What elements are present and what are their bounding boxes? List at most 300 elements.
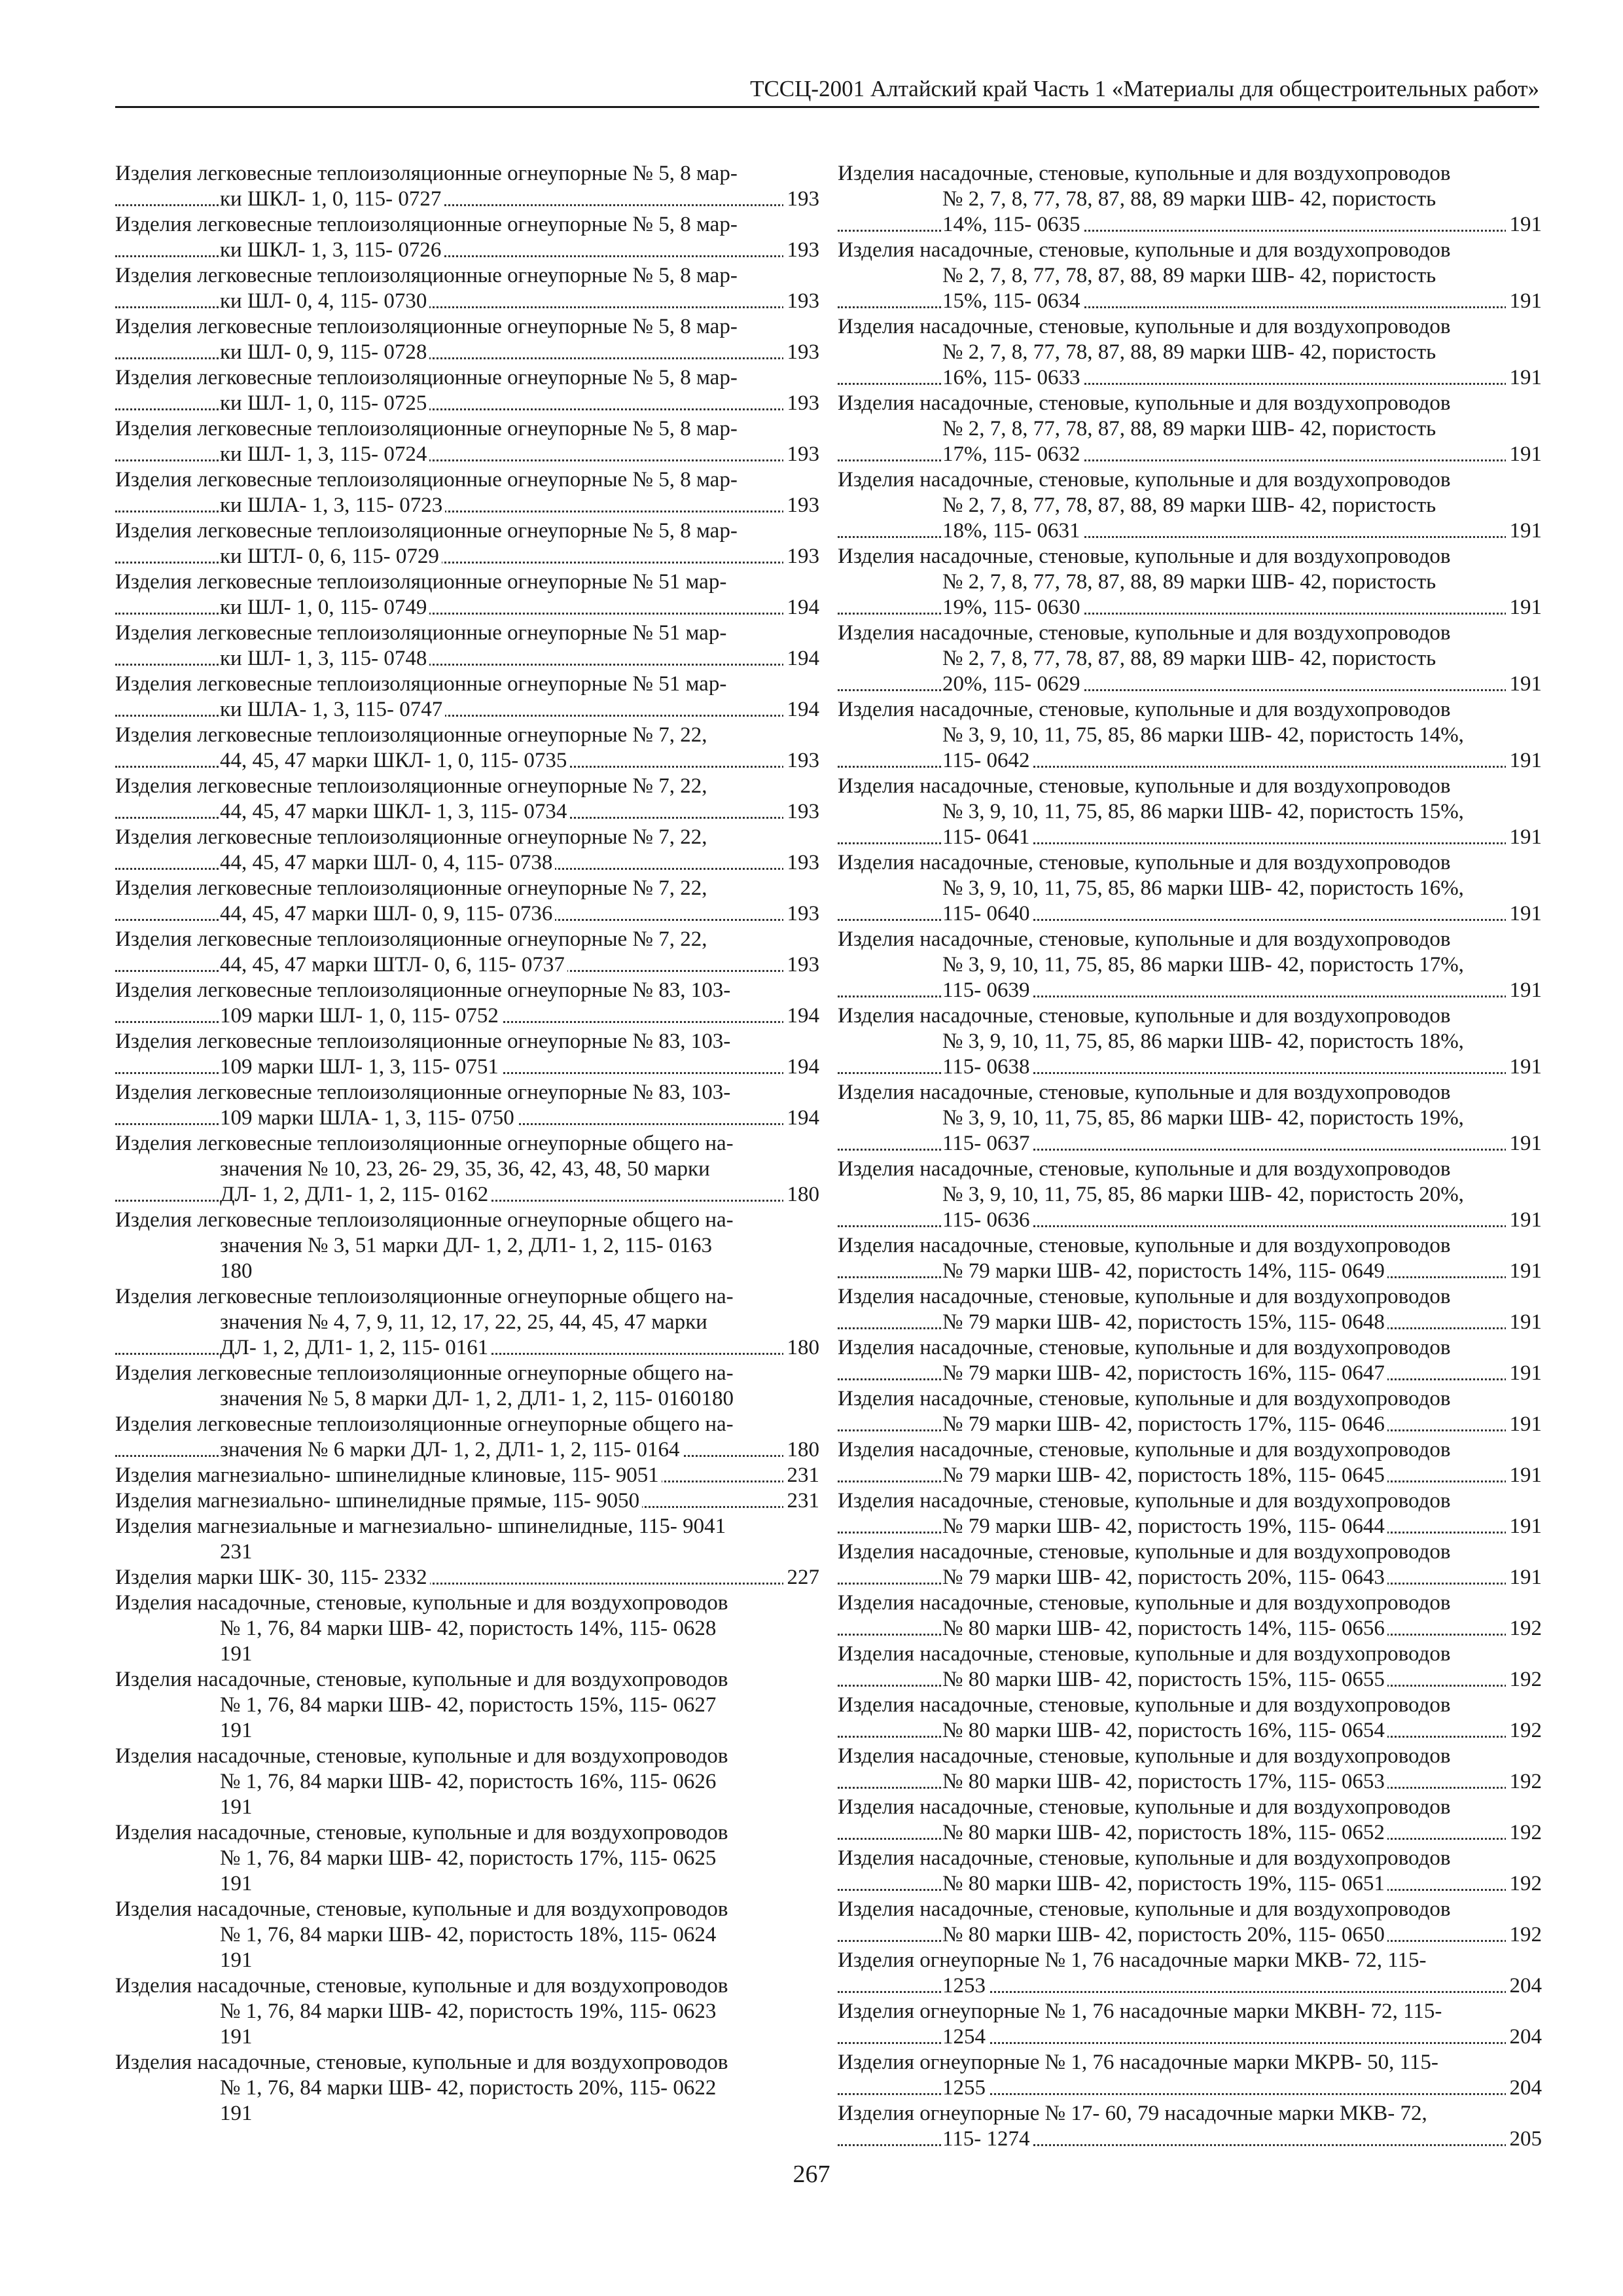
index-entry-page: 194 [783, 595, 820, 620]
index-entry-line [115, 1437, 819, 1463]
index-entry [115, 1412, 819, 1463]
index-entry [115, 2050, 819, 2126]
index-entry-line [115, 2101, 819, 2126]
index-entry-line [115, 952, 819, 978]
index-entry [838, 697, 1542, 774]
index-entry-text: Изделия огнеупорные № 1, 76 насадочные марки МКВН- 72, 115- [838, 2000, 1444, 2023]
index-entry [115, 365, 819, 416]
index-entry-text: Изделия легковесные теплоизоляционные огнеупорные № 7, 22, [115, 825, 710, 849]
index-entry-page: 192 [1506, 1820, 1543, 1846]
index-entry-line [838, 646, 1542, 672]
index-entry-text: 14%, 115- 0635 [942, 213, 1083, 236]
index-entry-page: 192 [1506, 1769, 1543, 1795]
index-entry-line [115, 2050, 819, 2075]
index-entry-line [838, 723, 1542, 748]
index-entry-text: Изделия насадочные, стеновые, купольные и для воздухопроводов [838, 774, 1453, 798]
index-entry-page: 191 [1506, 595, 1543, 620]
index-entry-line [838, 1718, 1542, 1744]
index-entry-line [115, 391, 819, 416]
index-entry-line [838, 1616, 1542, 1641]
index-entry-page: 231 [783, 1463, 820, 1488]
index-entry-page: 193 [783, 799, 820, 825]
index-entry-text: 15%, 115- 0634 [942, 289, 1083, 313]
index-entry-text: № 1, 76, 84 марки ШВ- 42, пористость 14%, 115- 0628 [220, 1617, 719, 1640]
index-entry-line [115, 1718, 819, 1744]
index-entry-text: Изделия огнеупорные № 1, 76 насадочные марки МКВ- 72, 115- [838, 1948, 1429, 1972]
index-entry-line [838, 365, 1542, 391]
index-entry-text: № 3, 9, 10, 11, 75, 85, 86 марки ШВ- 42, пористость 19%, [942, 1106, 1467, 1130]
index-entry-text: № 3, 9, 10, 11, 75, 85, 86 марки ШВ- 42, пористость 18%, [942, 1030, 1467, 1053]
index-entry-text: Изделия насадочные, стеновые, купольные и для воздухопроводов [115, 1897, 730, 1921]
index-entry-text: ДЛ- 1, 2, ДЛ1- 1, 2, 115- 0162 [220, 1183, 491, 1206]
index-entry-line [115, 340, 819, 365]
index-entry-page: 191 [1506, 1412, 1543, 1437]
index-entry-line [838, 1693, 1542, 1718]
index-entry [115, 672, 819, 723]
index-entry-page: 191 [1506, 1131, 1543, 1157]
index-entry-page: 194 [783, 1105, 820, 1131]
index-entry-line [115, 2024, 819, 2050]
index-entry-line [838, 518, 1542, 544]
index-entry-text: Изделия легковесные теплоизоляционные огнеупорные № 83, 103- [115, 1081, 733, 1104]
index-entry-line [838, 1999, 1542, 2024]
index-entry-text: 109 марки ШЛА- 1, 3, 115- 0750 [220, 1106, 517, 1130]
index-entry-line [838, 1361, 1542, 1386]
index-entry-line [115, 748, 819, 774]
index-entry-text: № 3, 9, 10, 11, 75, 85, 86 марки ШВ- 42, пористость 20%, [942, 1183, 1467, 1206]
index-entry-text: № 79 марки ШВ- 42, пористость 17%, 115- 0646 [942, 1412, 1387, 1436]
index-entry-page: 193 [783, 391, 820, 416]
index-entry-line [838, 314, 1542, 340]
index-entry-line [115, 799, 819, 825]
index-entry-text: 115- 0641 [942, 825, 1033, 849]
index-entry [838, 1003, 1542, 1080]
index-entry-line [115, 1105, 819, 1131]
index-entry-text: ки ШЛ- 1, 3, 115- 0724 [220, 442, 429, 466]
index-entry [115, 1463, 819, 1488]
index-entry-line [115, 620, 819, 646]
index-entry-line [115, 1029, 819, 1054]
index-entry-line [838, 1131, 1542, 1157]
index-entry [115, 1029, 819, 1080]
index-entry-line [838, 1208, 1542, 1233]
index-entry-text: Изделия насадочные, стеновые, купольные и для воздухопроводов [838, 1897, 1453, 1921]
index-entry-line [115, 1922, 819, 1948]
index-entry-line [115, 1948, 819, 1973]
index-entry-text: 109 марки ШЛ- 1, 0, 115- 0752 [220, 1004, 501, 1028]
index-entry-line [838, 927, 1542, 952]
index-entry-text: № 79 марки ШВ- 42, пористость 14%, 115- 0649 [942, 1259, 1387, 1283]
index-entry-text: Изделия насадочные, стеновые, купольные и для воздухопроводов [838, 545, 1453, 568]
index-entry [838, 1693, 1542, 1744]
index-entry-text: Изделия легковесные теплоизоляционные огнеупорные № 7, 22, [115, 927, 710, 951]
index-entry-line [115, 365, 819, 391]
index-entry-line [838, 1157, 1542, 1182]
index-entry [838, 2050, 1542, 2101]
index-entry-page: 191 [1506, 748, 1543, 774]
index-entry-line [838, 1003, 1542, 1029]
index-entry-text: № 1, 76, 84 марки ШВ- 42, пористость 19%, 115- 0623 [220, 2000, 719, 2023]
index-entry-line [838, 2075, 1542, 2101]
index-entry-line [838, 1795, 1542, 1820]
index-entry-text: 44, 45, 47 марки ШТЛ- 0, 6, 115- 0737 [220, 953, 567, 977]
index-entry-text: № 79 марки ШВ- 42, пористость 15%, 115- 0648 [942, 1310, 1387, 1334]
index-entry-text: значения № 3, 51 марки ДЛ- 1, 2, ДЛ1- 1, 2, 115- 0163 [220, 1234, 715, 1257]
index-entry [115, 518, 819, 569]
index-entry-line [838, 799, 1542, 825]
index-entry-page: 191 [1506, 212, 1543, 238]
index-entry [115, 1744, 819, 1820]
index-entry-text: Изделия насадочные, стеновые, купольные и для воздухопроводов [115, 2051, 730, 2074]
index-entry-line [838, 1463, 1542, 1488]
index-entry-text: Изделия насадочные, стеновые, купольные и для воздухопроводов [838, 1336, 1453, 1359]
index-entry-line [115, 1846, 819, 1871]
index-entry-line [115, 1539, 819, 1565]
index-entry-line [115, 1744, 819, 1769]
index-entry-text: № 1, 76, 84 марки ШВ- 42, пористость 18%, 115- 0624 [220, 1923, 719, 1946]
index-entry-page: 193 [783, 493, 820, 518]
index-entry [115, 1973, 819, 2050]
index-entry-text: Изделия насадочные, стеновые, купольные и для воздухопроводов [838, 1157, 1453, 1181]
index-entry-page: 191 [1506, 1514, 1543, 1539]
index-entry [115, 876, 819, 927]
index-entry-page: 193 [783, 748, 820, 774]
index-entry-page: 227 [783, 1565, 820, 1590]
index-entry-line [838, 391, 1542, 416]
index-entry-text: ДЛ- 1, 2, ДЛ1- 1, 2, 115- 0161 [220, 1336, 491, 1359]
index-entry-line [838, 493, 1542, 518]
index-entry-page: 194 [783, 1054, 820, 1080]
index-entry-line [838, 1488, 1542, 1514]
index-entry-text: Изделия легковесные теплоизоляционные огнеупорные общего на- [115, 1361, 736, 1385]
index-entry-line [115, 876, 819, 901]
index-entry-line [115, 1310, 819, 1335]
index-entry-text: Изделия насадочные, стеновые, купольные и для воздухопроводов [838, 1846, 1453, 1870]
index-entry-line [838, 1744, 1542, 1769]
index-entry-text: ки ШЛА- 1, 3, 115- 0723 [220, 493, 445, 517]
index-entry-line [838, 876, 1542, 901]
index-entry [838, 1335, 1542, 1386]
index-entry-line [115, 1003, 819, 1029]
index-entry-line [838, 1029, 1542, 1054]
index-entry-line [838, 901, 1542, 927]
index-entry-page: 180 [783, 1182, 820, 1208]
index-entry-line [115, 1054, 819, 1080]
index-entry-text: ки ШКЛ- 1, 3, 115- 0726 [220, 238, 444, 262]
index-entry [838, 1948, 1542, 1999]
index-entry-page: 191 [1506, 825, 1543, 850]
index-entry-text: Изделия легковесные теплоизоляционные огнеупорные № 51 мар- [115, 672, 729, 696]
index-entry-line [838, 1233, 1542, 1259]
index-entry-line [115, 1284, 819, 1310]
index-entry-text: Изделия насадочные, стеновые, купольные и для воздухопроводов [838, 238, 1453, 262]
index-entry-line [838, 2024, 1542, 2050]
index-entry-line [115, 1361, 819, 1386]
index-entry-text: 115- 0640 [942, 902, 1033, 925]
index-entry-text: № 80 марки ШВ- 42, пористость 20%, 115- 0650 [942, 1923, 1387, 1946]
index-entry-text: Изделия легковесные теплоизоляционные огнеупорные № 5, 8 мар- [115, 213, 740, 236]
index-entry-line [115, 927, 819, 952]
index-entry-text: 44, 45, 47 марки ШКЛ- 1, 0, 115- 0735 [220, 749, 569, 772]
index-entry-line [115, 212, 819, 238]
index-entry-text: 19%, 115- 0630 [942, 596, 1083, 619]
index-entry-page: 191 [1506, 289, 1543, 314]
index-entry-text: 191 [220, 1719, 255, 1742]
index-entry-text: № 2, 7, 8, 77, 78, 87, 88, 89 марки ШВ- 42, пористость [942, 570, 1438, 594]
index-entry-line [115, 774, 819, 799]
index-entry-text: Изделия легковесные теплоизоляционные огнеупорные № 51 мар- [115, 621, 729, 645]
index-column-right [838, 161, 1542, 2152]
index-entry-page: 192 [1506, 1922, 1543, 1948]
index-entry [115, 161, 819, 212]
index-entry-page: 191 [1506, 1259, 1543, 1284]
index-entry [838, 1744, 1542, 1795]
index-entry-text: 180 [220, 1259, 255, 1283]
index-entry-text: 191 [220, 1642, 255, 1666]
index-entry-line [838, 620, 1542, 646]
index-entry-text: № 79 марки ШВ- 42, пористость 19%, 115- 0644 [942, 1515, 1387, 1538]
index-entry [838, 1641, 1542, 1693]
index-entry-text: Изделия насадочные, стеновые, купольные и для воздухопроводов [838, 698, 1453, 721]
index-entry-line [115, 314, 819, 340]
index-entry-line [115, 1565, 819, 1590]
index-entry-line [115, 901, 819, 927]
index-entry-text: № 2, 7, 8, 77, 78, 87, 88, 89 марки ШВ- 42, пористость [942, 340, 1438, 364]
index-entry-line [115, 1897, 819, 1922]
index-entry-text: Изделия легковесные теплоизоляционные огнеупорные № 7, 22, [115, 723, 710, 747]
index-entry-line [115, 544, 819, 569]
index-entry [838, 1539, 1542, 1590]
index-entry-line [115, 1233, 819, 1259]
index-entry-line [115, 697, 819, 723]
index-entry-page: 191 [1506, 978, 1543, 1003]
index-entry [115, 263, 819, 314]
index-entry-line [838, 774, 1542, 799]
index-entry-text: ки ШЛ- 0, 9, 115- 0728 [220, 340, 429, 364]
index-entry-text: Изделия легковесные теплоизоляционные огнеупорные № 5, 8 мар- [115, 366, 740, 389]
index-entry-page: 192 [1506, 1616, 1543, 1641]
index-entry-page: 191 [1506, 1361, 1543, 1386]
index-entry-line [115, 1080, 819, 1105]
index-entry-line [115, 646, 819, 672]
index-entry-text: № 2, 7, 8, 77, 78, 87, 88, 89 марки ШВ- 42, пористость [942, 647, 1438, 670]
index-entry-text: № 3, 9, 10, 11, 75, 85, 86 марки ШВ- 42, пористость 17%, [942, 953, 1467, 977]
index-entry [838, 467, 1542, 544]
index-entry-text: № 1, 76, 84 марки ШВ- 42, пористость 15%, 115- 0627 [220, 1693, 719, 1717]
index-entry-line [115, 850, 819, 876]
index-entry-line [115, 442, 819, 467]
index-entry-text: 1255 [942, 2076, 988, 2100]
index-entry-line [838, 1565, 1542, 1590]
index-entry-text: Изделия легковесные теплоизоляционные огнеупорные общего на- [115, 1132, 736, 1155]
index-entry-line [115, 1386, 819, 1412]
index-entry-text: значения № 6 марки ДЛ- 1, 2, ДЛ1- 1, 2, 115- 0164 [220, 1438, 683, 1462]
index-entry-text: 18%, 115- 0631 [942, 519, 1083, 543]
index-entry [115, 1361, 819, 1412]
index-entry-line [838, 1641, 1542, 1667]
index-entry-page: 191 [1506, 1565, 1543, 1590]
index-entry-line [838, 1769, 1542, 1795]
index-entry-text: 1253 [942, 1974, 988, 1998]
index-entry-text: № 80 марки ШВ- 42, пористость 18%, 115- 0652 [942, 1821, 1387, 1844]
index-entry [838, 314, 1542, 391]
index-entry-text: Изделия легковесные теплоизоляционные огнеупорные № 83, 103- [115, 1030, 733, 1053]
index-entry-text: Изделия легковесные теплоизоляционные огнеупорные общего на- [115, 1208, 736, 1232]
index-entry-page: 193 [783, 289, 820, 314]
index-entry-text: Изделия насадочные, стеновые, купольные и для воздухопроводов [838, 1795, 1453, 1819]
index-entry-line [115, 672, 819, 697]
index-entry-page: 180 [783, 1437, 820, 1463]
index-entry-text: № 2, 7, 8, 77, 78, 87, 88, 89 марки ШВ- 42, пористость [942, 417, 1438, 440]
index-entry [115, 1284, 819, 1361]
index-entry-text: 115- 0636 [942, 1208, 1033, 1232]
index-entry-line [115, 595, 819, 620]
index-entry-line [115, 1412, 819, 1437]
index-entry-page: 205 [1506, 2126, 1543, 2152]
index-entry-text: Изделия огнеупорные № 17- 60, 79 насадочные марки МКВ- 72, [838, 2102, 1430, 2125]
index-entry-text: 44, 45, 47 марки ШЛ- 0, 9, 115- 0736 [220, 902, 555, 925]
index-entry-line [115, 1820, 819, 1846]
index-entry-text: № 1, 76, 84 марки ШВ- 42, пористость 20%, 115- 0622 [220, 2076, 719, 2100]
index-entry-text: Изделия легковесные теплоизоляционные огнеупорные № 5, 8 мар- [115, 315, 740, 338]
index-entry-line [838, 1667, 1542, 1693]
index-entry-line [838, 825, 1542, 850]
index-entry [115, 723, 819, 774]
index-entry-page: 191 [1506, 518, 1543, 544]
index-entry-text: 44, 45, 47 марки ШКЛ- 1, 3, 115- 0734 [220, 800, 569, 823]
index-entry-line [838, 544, 1542, 569]
index-entry [115, 927, 819, 978]
index-entry-text: ки ШЛ- 0, 4, 115- 0730 [220, 289, 429, 313]
index-entry-line [838, 672, 1542, 697]
index-entry-line [838, 1310, 1542, 1335]
index-entry [115, 1590, 819, 1667]
index-entry-line [838, 1871, 1542, 1897]
index-entry-line [115, 518, 819, 544]
index-entry [838, 1999, 1542, 2050]
index-entry-text: 191 [220, 1795, 255, 1819]
index-entry-line [838, 1437, 1542, 1463]
index-entry-page: 180 [783, 1335, 820, 1361]
index-entry-line [838, 187, 1542, 212]
index-entry-line [838, 952, 1542, 978]
index-entry-line [838, 1897, 1542, 1922]
index-entry [838, 1795, 1542, 1846]
index-entry-line [838, 212, 1542, 238]
index-entry-line [115, 1871, 819, 1897]
index-entry [115, 314, 819, 365]
index-entry-text: № 2, 7, 8, 77, 78, 87, 88, 89 марки ШВ- 42, пористость [942, 187, 1438, 211]
index-entry-line [115, 1641, 819, 1667]
index-entry [838, 1386, 1542, 1437]
index-entry-line [115, 1795, 819, 1820]
index-entry-line [115, 2075, 819, 2101]
index-entry [838, 391, 1542, 467]
index-entry [838, 774, 1542, 850]
index-entry-text: Изделия насадочные, стеновые, купольные и для воздухопроводов [838, 1540, 1453, 1564]
index-entry-line [115, 1616, 819, 1641]
index-entry [838, 927, 1542, 1003]
index-entry-line [838, 1820, 1542, 1846]
index-entry-text: 115- 0638 [942, 1055, 1033, 1079]
index-entry [115, 825, 819, 876]
index-entry-text: Изделия насадочные, стеновые, купольные и для воздухопроводов [838, 1744, 1453, 1768]
index-entry-line [838, 1259, 1542, 1284]
index-entry-line [115, 1463, 819, 1488]
index-entry-line [838, 1080, 1542, 1105]
index-entry-text: Изделия насадочные, стеновые, купольные и для воздухопроводов [838, 851, 1453, 874]
index-entry-text: ки ШКЛ- 1, 0, 115- 0727 [220, 187, 444, 211]
index-entry-line [838, 748, 1542, 774]
index-entry [115, 620, 819, 672]
index-entry [838, 1846, 1542, 1897]
index-entry-text: Изделия легковесные теплоизоляционные огнеупорные № 5, 8 мар- [115, 264, 740, 287]
index-entry [115, 1488, 819, 1514]
index-entry-line [838, 1922, 1542, 1948]
index-entry-text: 191 [220, 2102, 255, 2125]
index-entry-line [115, 1335, 819, 1361]
index-entry-text: Изделия насадочные, стеновые, купольные и для воздухопроводов [838, 1081, 1453, 1104]
index-entry [115, 1131, 819, 1208]
index-entry [115, 1080, 819, 1131]
index-entry-text: 115- 0639 [942, 978, 1033, 1002]
index-entry-text: Изделия легковесные теплоизоляционные огнеупорные № 5, 8 мар- [115, 468, 740, 492]
index-entry-page: 204 [1506, 2075, 1543, 2101]
index-entry-line [838, 416, 1542, 442]
index-entry-line [838, 1284, 1542, 1310]
index-entry-page: 194 [783, 1003, 820, 1029]
index-entry-text: № 80 марки ШВ- 42, пористость 19%, 115- 0651 [942, 1872, 1387, 1895]
index-entry-page: 193 [783, 952, 820, 978]
index-entry-line [115, 1157, 819, 1182]
index-entry-text: Изделия насадочные, стеновые, купольные и для воздухопроводов [838, 1004, 1453, 1028]
index-entry-page: 193 [783, 187, 820, 212]
index-entry-page: 192 [1506, 1718, 1543, 1744]
index-entry-text: значения № 5, 8 марки ДЛ- 1, 2, ДЛ1- 1, 2, 115- 0160180 [220, 1387, 736, 1410]
index-entry-line [838, 238, 1542, 263]
index-entry-text: Изделия магнезиально- шпинелидные клиновые, 115- 9051 [115, 1463, 662, 1487]
index-entry-text: Изделия насадочные, стеновые, купольные и для воздухопроводов [838, 391, 1453, 415]
index-entry-text: 17%, 115- 0632 [942, 442, 1083, 466]
index-entry-line [115, 1973, 819, 1999]
index-entry-line [838, 467, 1542, 493]
index-entry-text: 20%, 115- 0629 [942, 672, 1083, 696]
index-entry-line [115, 723, 819, 748]
index-entry-text: 16%, 115- 0633 [942, 366, 1083, 389]
index-entry-line [115, 1208, 819, 1233]
index-entry-line [838, 1948, 1542, 1973]
index-entry [838, 1897, 1542, 1948]
index-entry-text: № 80 марки ШВ- 42, пористость 16%, 115- 0654 [942, 1719, 1387, 1742]
index-entry-page: 191 [1506, 901, 1543, 927]
index-entry-text: Изделия легковесные теплоизоляционные огнеупорные общего на- [115, 1412, 736, 1436]
index-entry-text: 115- 0637 [942, 1132, 1033, 1155]
index-entry-page: 192 [1506, 1667, 1543, 1693]
index-entry-line [115, 1590, 819, 1616]
index-entry-text: Изделия насадочные, стеновые, купольные и для воздухопроводов [838, 927, 1453, 951]
index-entry-text: Изделия насадочные, стеновые, купольные и для воздухопроводов [838, 1234, 1453, 1257]
index-entry-line [115, 825, 819, 850]
index-entry-text: № 80 марки ШВ- 42, пористость 15%, 115- 0655 [942, 1668, 1387, 1691]
index-entry-text: № 3, 9, 10, 11, 75, 85, 86 марки ШВ- 42, пористость 15%, [942, 800, 1467, 823]
index-entry [838, 2101, 1542, 2152]
index-entry-text: Изделия насадочные, стеновые, купольные и для воздухопроводов [838, 621, 1453, 645]
index-entry-line [838, 289, 1542, 314]
index-entry-line [115, 467, 819, 493]
index-entry-line [115, 978, 819, 1003]
index-entry-line [115, 1769, 819, 1795]
index-entry-text: ки ШЛ- 1, 0, 115- 0725 [220, 391, 429, 415]
